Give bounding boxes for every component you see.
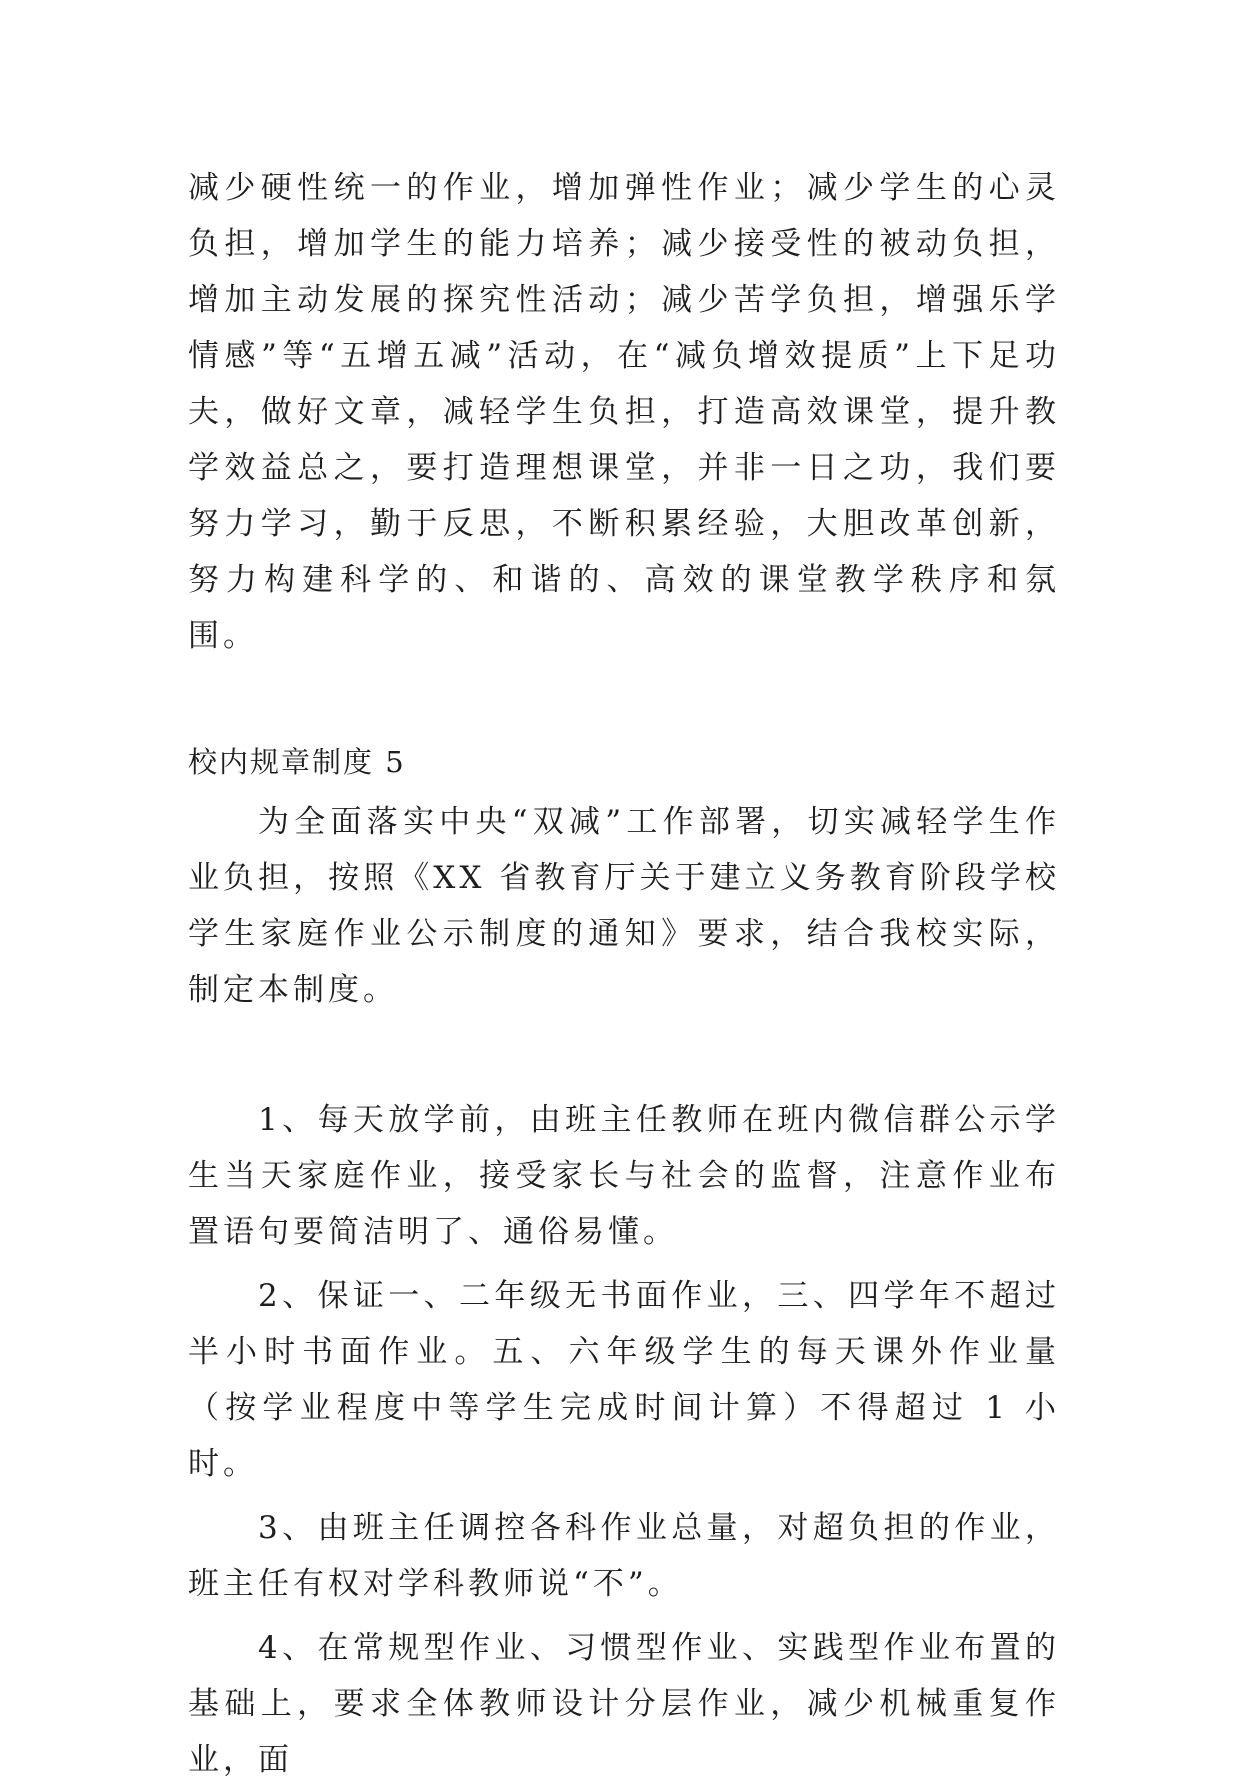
rule-item-1: 1、每天放学前，由班主任教师在班内微信群公示学生当天家庭作业，接受家长与社会的监督，注意作业布置语句要简洁明了、通俗易懂。	[188, 1102, 1060, 1250]
spacer	[188, 664, 1060, 734]
spacer	[188, 1612, 1060, 1620]
rule-item-4: 4、在常规型作业、习惯型作业、实践型作业布置的基础上，要求全体教师设计分层作业，减少机械重复作业，面	[188, 1630, 1060, 1778]
intro-paragraph: 减少硬性统一的作业，增加弹性作业；减少学生的心灵负担，增加学生的能力培养；减少接受性的被动负担，增加主动发展的探究性活动；减少苦学负担，增强乐学情感”等“五增五减”活动，在“减负增效提质”上下足功夫，做好文章，减轻学生负担，打造高效课堂，提升教学效益总之，要打造理想课堂，并非一日之功，我们要努力学习，勤于反思，不断积累经验，大胆改革创新，努力构建科学的、和谐的、高效的课堂教学秩序和氛围。	[188, 170, 1060, 654]
rule-item-2: 2、保证一、二年级无书面作业，三、四学年不超过半小时书面作业。五、六年级学生的每天课外作业量（按学业程度中等学生完成时间计算）不得超过 1 小时。	[188, 1278, 1060, 1482]
spacer	[188, 1492, 1060, 1500]
spacer	[188, 1018, 1060, 1092]
section-intro-paragraph: 为全面落实中央“双减”工作部署，切实减轻学生作业负担，按照《XX 省教育厅关于建立义务教育阶段学校学生家庭作业公示制度的通知》要求，结合我校实际，制定本制度。	[188, 804, 1060, 1008]
spacer	[188, 1260, 1060, 1268]
rule-item-3: 3、由班主任调控各科作业总量，对超负担的作业，班主任有权对学科教师说“不”。	[188, 1510, 1060, 1602]
section-title: 校内规章制度 5	[188, 745, 406, 779]
document-body	[188, 160, 1060, 1788]
